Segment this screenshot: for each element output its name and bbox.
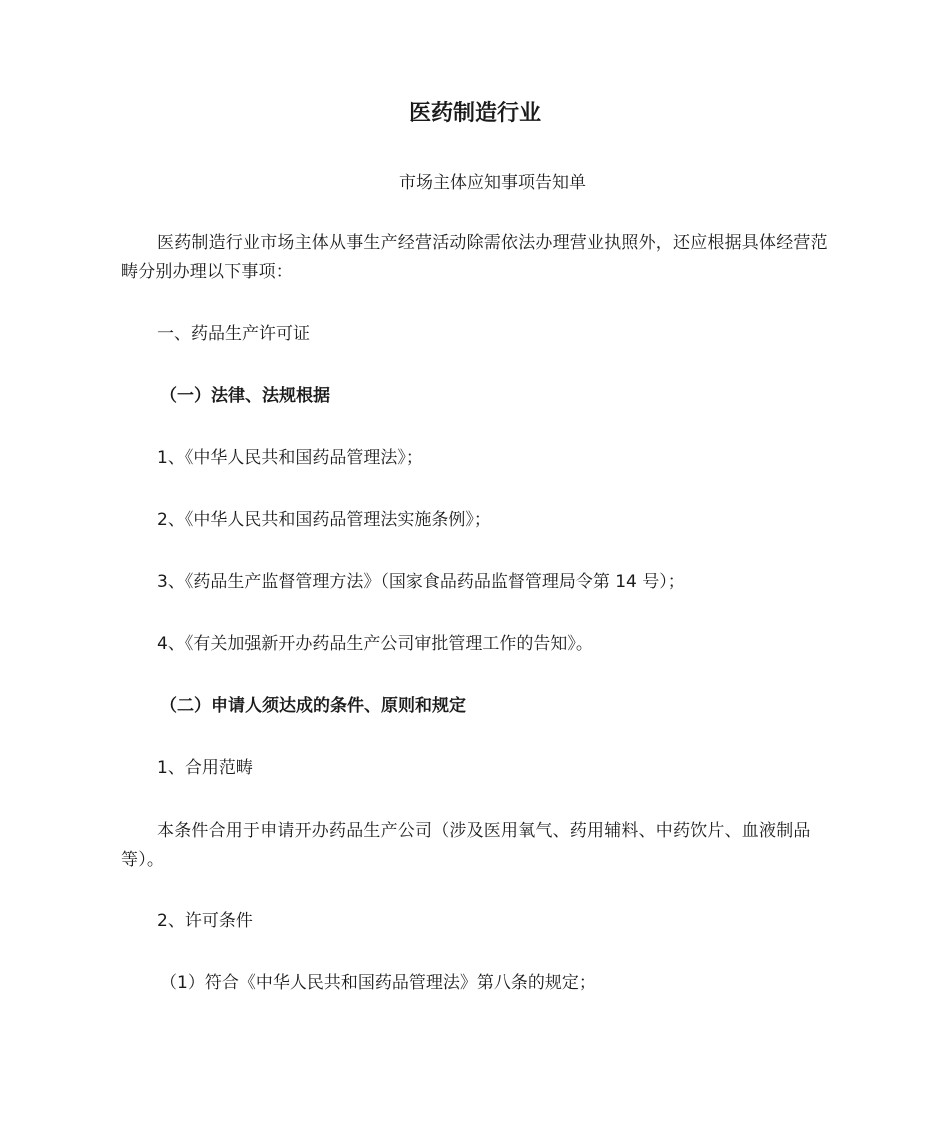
conditions-heading: 2、许可条件 [157,911,253,931]
subsection-heading-legal-basis: （一）法律、法规根据 [160,386,330,406]
scope-paragraph: 本条件合用于申请开办药品生产公司（涉及医用氧气、药用辅料、中药饮片、血液制品等）。 [121,821,811,870]
section-heading: 一、药品生产许可证 [157,324,310,344]
condition-item: （1）符合《中华人民共和国药品管理法》第八条的规定； [160,973,596,993]
scope-heading: 1、合用范畴 [157,758,253,778]
subsection-heading-requirements: （二）申请人须达成的条件、原则和规定 [160,696,466,716]
law-item: 3、《药品生产监督管理方法》（国家食品药品监督管理局令第 14 号）； [157,572,685,592]
law-item: 4、《有关加强新开办药品生产公司审批管理工作的告知》。 [157,634,593,654]
document-subtitle: 市场主体应知事项告知单 [399,173,586,193]
law-item: 2、《中华人民共和国药品管理法实施条例》； [157,510,491,530]
document-title: 医药制造行业 [408,101,541,126]
intro-paragraph: 医药制造行业市场主体从事生产经营活动除需依法办理营业执照外，还应根据具体经营范畴分别办理以下事项： [121,233,828,282]
law-item: 1、《中华人民共和国药品管理法》； [157,448,423,468]
